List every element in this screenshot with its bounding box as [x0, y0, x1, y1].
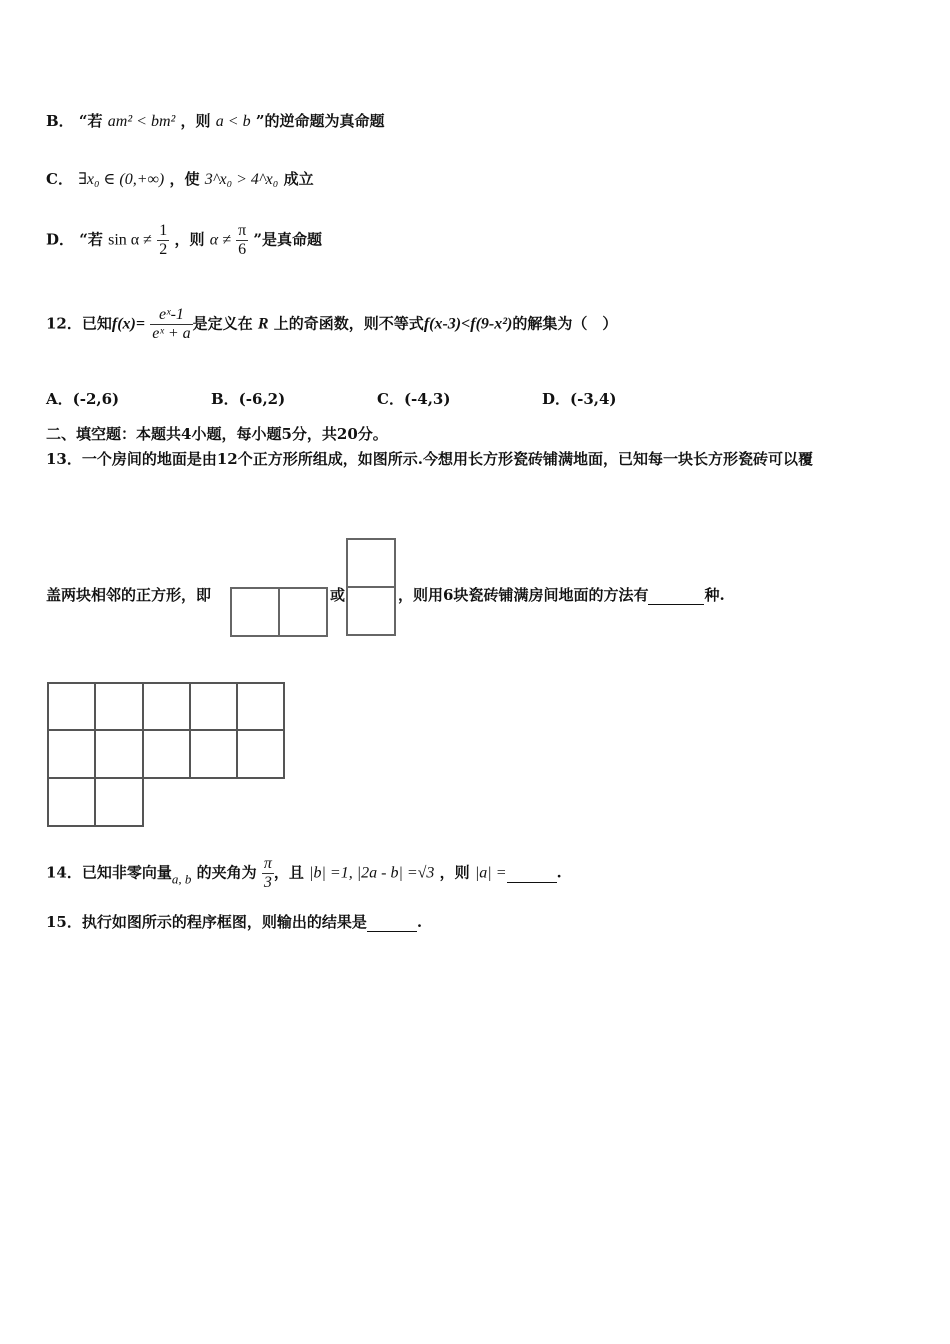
room-floor-figure	[46, 681, 286, 829]
option-c	[46, 168, 314, 189]
q14-vectors: a, b	[171, 871, 192, 887]
option-c-mid: ，使	[169, 170, 200, 188]
q13-line-2	[46, 584, 211, 605]
q12-text2: 上的奇函数，则不等式	[273, 314, 424, 333]
q14-ask: |a| =	[474, 864, 507, 882]
option-b-math2: a < b	[215, 113, 251, 130]
q12-domain-r: R	[257, 315, 269, 333]
vertical-tile-figure	[345, 537, 399, 637]
option-c-math1: ∃x₀ ∈ (0,+∞)	[78, 171, 165, 188]
q13-line-2a: 盖两块相邻的正方形，即	[46, 586, 212, 604]
q14-end: .	[556, 863, 562, 882]
q12-denominator: eˣ + a	[152, 325, 191, 342]
q14-denominator: 3	[263, 874, 272, 891]
option-b-quote: “若	[78, 112, 103, 130]
question-14	[46, 855, 562, 892]
q15-end: .	[416, 913, 423, 931]
q13-line-1: 13．一个房间的地面是由12个正方形所组成，如图所示.今想用长方形瓷砖铺满地面，已知每一块长方形瓷砖可以覆	[46, 450, 813, 468]
q14-numerator: π	[263, 855, 272, 872]
fraction-1-denominator: 2	[159, 241, 168, 258]
q12-option-d: D．(-3,4)	[542, 390, 617, 408]
q12-numerator: eˣ-1	[150, 306, 192, 325]
fraction-1-numerator: 1	[159, 222, 168, 239]
question-15	[46, 911, 422, 932]
q13-line-2c: 种.	[704, 586, 725, 604]
q14-fraction	[262, 855, 274, 892]
q14-expression: |b| =1, |2a - b| =√3	[309, 864, 435, 882]
q14-answer-blank[interactable]	[507, 864, 557, 883]
q14-cond: ，且	[273, 863, 304, 882]
fraction-2-numerator: π	[238, 222, 247, 239]
q15-text: 15．执行如图所示的程序框图，则输出的结果是	[46, 913, 367, 931]
q12-text3: 的解集为（ ）	[512, 314, 618, 333]
option-c-label: C．	[46, 170, 73, 188]
q13-or: 或	[330, 586, 346, 604]
q15-answer-blank[interactable]	[367, 913, 417, 932]
q12-function: f(x)=	[111, 315, 145, 333]
option-d-label: D．	[46, 230, 75, 249]
horizontal-tile-figure	[229, 586, 329, 638]
q13-line-2-end	[398, 584, 725, 605]
option-d-fraction-2	[236, 222, 248, 259]
option-d-quote: “若	[79, 230, 103, 249]
option-b-tail: ”的逆命题为真命题	[255, 112, 385, 130]
option-d-mid: ，则	[174, 230, 205, 249]
q12-fraction	[150, 306, 192, 343]
option-d-tail: ”是真命题	[253, 230, 323, 249]
q12-inequality: f(x-3)<f(9-x²)	[423, 315, 513, 333]
section-2-heading: 二、填空题：本题共4小题，每小题5分，共20分。	[46, 425, 388, 443]
question-12	[46, 306, 617, 343]
q13-answer-blank[interactable]	[648, 586, 704, 605]
q13-line-2b: ，则用6块瓷砖铺满房间地面的方法有	[398, 586, 649, 604]
option-c-math2: 3^x₀ > 4^x₀	[204, 171, 279, 188]
option-b-math1: am² < bm²	[107, 113, 176, 130]
q12-option-a: A．(-2,6)	[46, 390, 120, 408]
option-d	[46, 222, 322, 259]
option-d-sin: sin α ≠	[108, 231, 152, 249]
option-c-tail: 成立	[283, 170, 314, 188]
option-d-alpha: α ≠	[209, 231, 231, 249]
q12-option-b: B．(-6,2)	[211, 390, 286, 408]
q12-number: 12．已知	[46, 314, 112, 333]
q14-pre: 14．已知非零向量	[46, 863, 172, 882]
q12-option-c: C．(-4,3)	[377, 390, 451, 408]
option-b	[46, 110, 384, 131]
q12-text: 是定义在	[192, 314, 253, 333]
option-b-mid: ，则	[180, 112, 211, 130]
q14-mid: 的夹角为	[196, 863, 257, 882]
option-b-label: B．	[46, 112, 74, 130]
q14-then: ，则	[439, 863, 470, 882]
fraction-2-denominator: 6	[238, 241, 247, 258]
option-d-fraction-1	[157, 222, 169, 259]
